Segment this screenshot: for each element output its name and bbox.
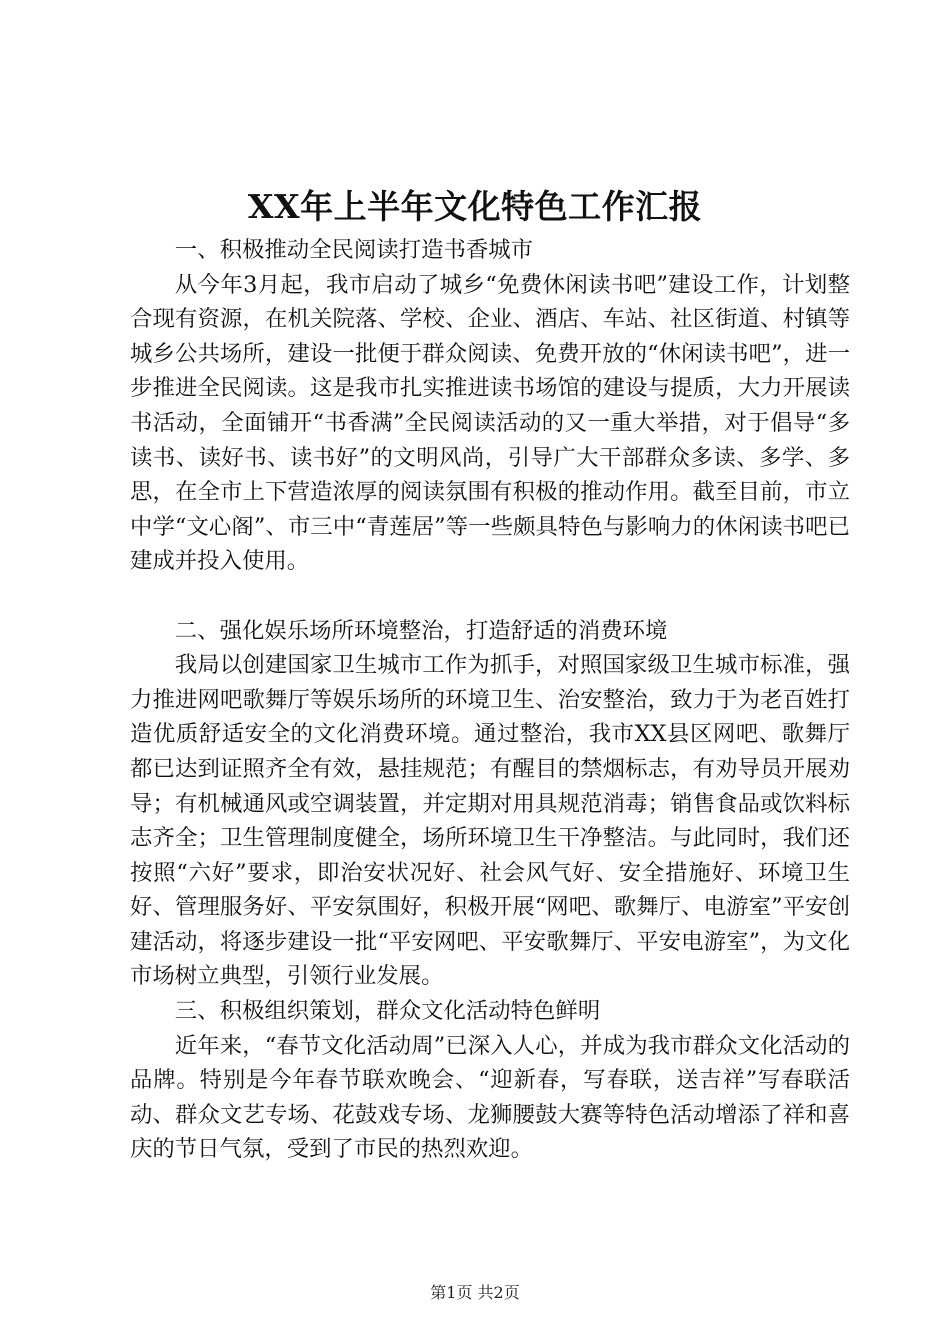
section-paragraph: 从今年3月起，我市启动了城乡“免费休闲读书吧”建设工作，计划整合现有资源，在机关院落、学校、企业、酒店、车站、社区街道、村镇等城乡公共场所，建设一批便于群众阅读、免费开放的“休闲读书吧”，进一步推进全民阅读。这是我市扎实推进读书场馆的建设与提质，大力开展读书活动，全面铺开“书香满”全民阅读活动的又一重大举措，对于倡导“多读书、读好书、读书好”的文明风尚，引导广大干部群众多读、多学、多思，在全市上下营造浓厚的阅读氛围有积极的推动作用。截至目前，市立中学“文心阁”、市三中“青莲居”等一些颇具特色与影响力的休闲读书吧已建成并投入使用。 (130, 271, 850, 575)
section-reading (130, 233, 850, 579)
section-entertainment (130, 614, 850, 995)
section-heading: 二、强化娱乐场所环境整治，打造舒适的消费环境 (174, 617, 668, 644)
section-heading: 一、积极推动全民阅读打造书香城市 (174, 237, 534, 263)
section-paragraph: 我局以创建国家卫生城市工作为抓手，对照国家级卫生城市标准，强力推进网吧歌舞厅等娱乐场所的环境卫生、治安整治，致力于为老百姓打造优质舒适安全的文化消费环境。通过整治，我市XX县区网吧、歌舞厅都已达到证照齐全有效，悬挂规范；有醒目的禁烟标志，有劝导员开展劝导；有机械通风或空调装置，并定期对用具规范消毒；销售食品或饮料标志齐全；卫生管理制度健全，场所环境卫生干净整洁。与此同时，我们还按照“六好”要求，即治安状况好、社会风气好、安全措施好、环境卫生好、管理服务好、平安氛围好，积极开展“网吧、歌舞厅、电游室”平安创建活动，将逐步建设一批“平安网吧、平安歌舞厅、平安电游室”，为文化市场树立典型，引领行业发展。 (130, 652, 850, 990)
section-heading: 三、积极组织策划，群众文化活动特色鲜明 (174, 998, 601, 1025)
section-paragraph: 近年来，“春节文化活动周”已深入人心，并成为我市群众文化活动的品牌。特别是今年春节联欢晚会、“迎新春，写春联，送吉祥”写春联活动、群众文艺专场、花鼓戏专场、龙狮腰鼓大赛等特色活动增添了祥和喜庆的节日气氛，受到了市民的热烈欢迎。 (130, 1032, 850, 1163)
page-number-footer: 第1页 共2页 (430, 1283, 520, 1302)
paragraph-spacer (130, 579, 850, 614)
document-body (130, 233, 850, 1167)
section-culture-activities (130, 994, 850, 1167)
document-title: XX年上半年文化特色工作汇报 (247, 187, 703, 226)
